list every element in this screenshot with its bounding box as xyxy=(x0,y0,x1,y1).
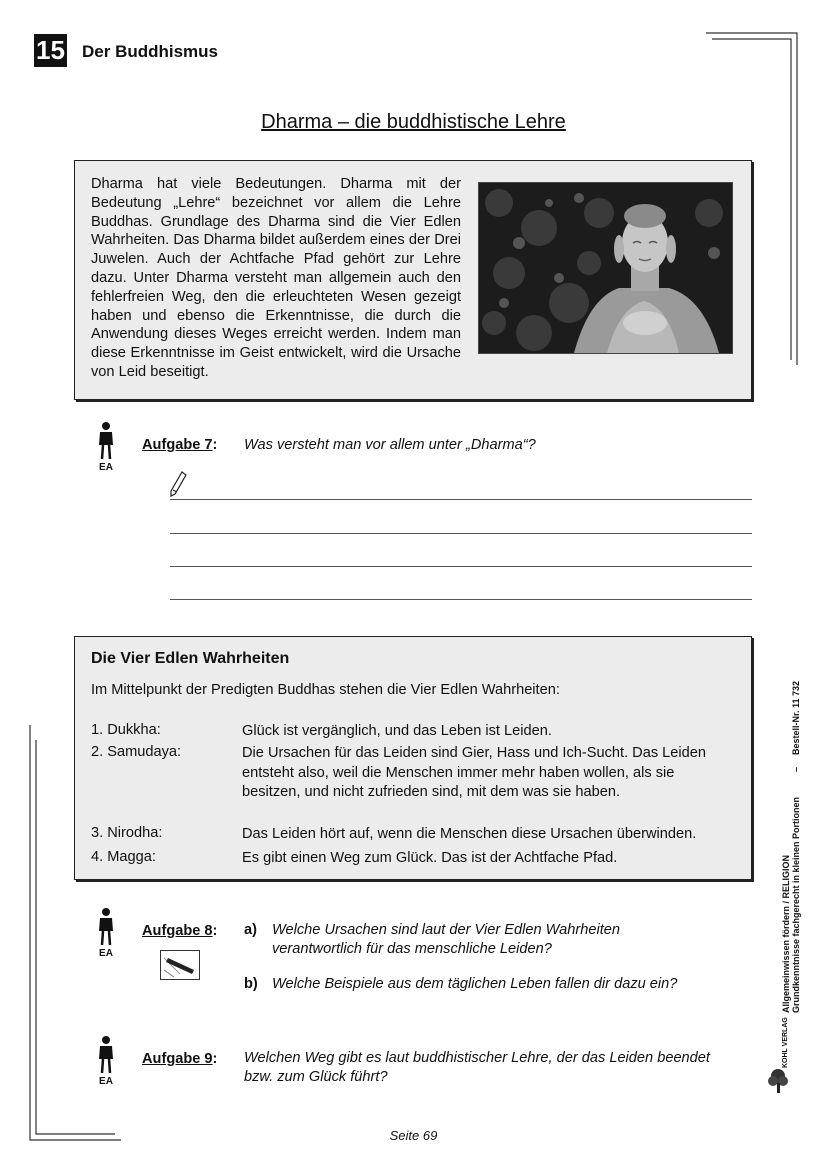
buddha-photo xyxy=(478,182,733,354)
intro-text: Dharma hat viele Bedeutungen. Dharma mit der Bedeutung „Lehre“ bezeichnet vor allem die Lehre Buddhas. Grundlage des Dharma sind die Vier Edlen Wahrheiten. Das Dharma bildet außerdem eines der Drei Juwelen. Auch der Achtfache Pfad gehört zur Lehre dazu. Unter Dharma versteht man allgemein auch den fehlerfreien Weg, den die erleuchteten Wesen gezeigt haben und ebenso die Erkenntnisse, die durch die Anwendung dieses Weges erreicht werden. Indem man diese Erkenntnisse im Geist entwickelt, wird die Ursache von Leid beseitigt. xyxy=(91,176,461,380)
answer-line[interactable] xyxy=(170,599,752,600)
task9-question: Welchen Weg gibt es laut buddhistischer Lehre, der das Leiden beendet bzw. zum Glück führt? xyxy=(244,1050,710,1085)
pencil-icon xyxy=(168,470,188,500)
task7-heading xyxy=(142,436,217,454)
task8-colon: : xyxy=(212,923,218,939)
publisher-name: KOHL VERLAG xyxy=(782,1017,789,1068)
page-title: Dharma – die buddhistische Lehre xyxy=(261,111,566,133)
truth-name: 1. Dukkha: xyxy=(91,722,161,738)
sidebar-dash: – xyxy=(791,766,801,772)
truth-desc: Die Ursachen für das Leiden sind Gier, Hass und Ich-Sucht. Das Leiden entsteht also, weil die Menschen immer mehr haben wollen, als sie besitzen, und nicht zufrieden sind, mit dem was sie haben. xyxy=(242,745,707,800)
truth-desc: Das Leiden hört auf, wenn die Menschen diese Ursachen überwinden. xyxy=(242,826,697,842)
task9-heading xyxy=(142,1050,217,1068)
page-number-badge: 15 xyxy=(34,34,67,67)
task8-a-label: a) xyxy=(244,922,257,938)
person-icon xyxy=(95,1035,117,1075)
task8-label: Aufgabe 8 xyxy=(142,923,213,939)
answer-line[interactable] xyxy=(170,533,752,534)
truth-name: 3. Nirodha: xyxy=(91,825,163,841)
task8-mode: EA xyxy=(99,948,113,959)
sidebar-order-number: Bestell-Nr. 11 732 xyxy=(791,680,801,755)
person-icon xyxy=(95,907,117,947)
task9-colon: : xyxy=(212,1051,218,1067)
writing-pen-icon xyxy=(160,950,200,980)
task7-question: Was versteht man vor allem unter „Dharma“? xyxy=(244,437,536,453)
answer-line[interactable] xyxy=(170,566,752,567)
task7-colon: : xyxy=(212,437,218,453)
truth-desc: Glück ist vergänglich, und das Leben ist Leiden. xyxy=(242,723,552,739)
task9-label: Aufgabe 9 xyxy=(142,1051,213,1067)
task8-b-label: b) xyxy=(244,976,258,992)
task7-label: Aufgabe 7 xyxy=(142,437,213,453)
answer-line[interactable] xyxy=(170,499,752,500)
task7-mode: EA xyxy=(99,462,113,473)
task8-b-question: Welche Beispiele aus dem täglichen Leben fallen dir dazu ein? xyxy=(272,976,678,992)
truths-lead: Im Mittelpunkt der Predigten Buddhas stehen die Vier Edlen Wahrheiten: xyxy=(91,682,560,698)
truth-desc: Es gibt einen Weg zum Glück. Das ist der Achtfache Pfad. xyxy=(242,850,618,866)
chapter-title: Der Buddhismus xyxy=(82,42,219,61)
publisher-logo-icon xyxy=(766,1066,792,1094)
truth-name: 4. Magga: xyxy=(91,849,156,865)
truths-title: Die Vier Edlen Wahrheiten xyxy=(91,650,290,667)
person-icon xyxy=(95,421,117,461)
task8-a-question: Welche Ursachen sind laut der Vier Edlen Wahrheiten verantwortlich für das menschliche Leiden? xyxy=(272,922,621,957)
sidebar-subtitle: Grundkenntnisse fachgerecht in kleinen Portionen xyxy=(791,796,801,1013)
truth-name: 2. Samudaya: xyxy=(91,744,182,760)
page-footer: Seite 69 xyxy=(389,1128,438,1143)
task9-mode: EA xyxy=(99,1076,113,1087)
sidebar-series: Allgemeinwissen fördern / RELIGION xyxy=(781,854,791,1013)
task8-heading xyxy=(142,922,217,940)
